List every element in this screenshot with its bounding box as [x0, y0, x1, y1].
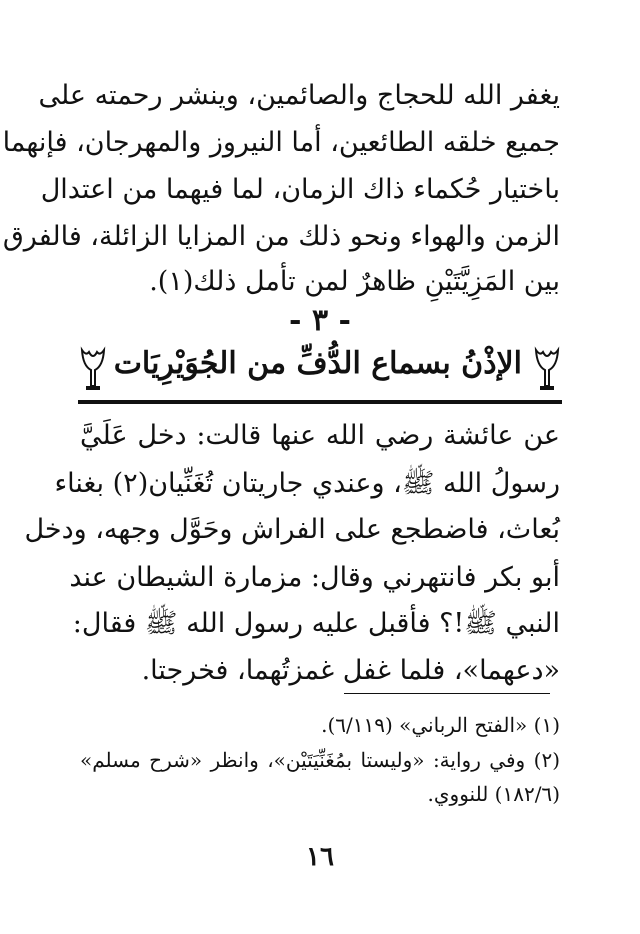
section-heading-box [78, 340, 562, 402]
text-line: «دعهما»، فلما غفل غمزتُهما، فخرجتا. [141, 655, 560, 686]
text-line: الزمن والهواء ونحو ذلك من المزايا الزائلة، فالفرق [2, 221, 560, 252]
text-line: يغفر الله للحجاج والصائمين، وينشر رحمته على [38, 80, 560, 111]
text-line: عن عائشة رضي الله عنها قالت: دخل عَلَيَّ [80, 420, 560, 451]
text-line: بُعاث، فاضطجع على الفراش وحَوَّل وجهه، ودخل [24, 514, 560, 545]
section-title: الإذْنُ بسماع الدُّفِّ من الجُوَيْرِيَات [113, 346, 522, 381]
page-number: ١٦ [306, 842, 334, 872]
text-line: رسولُ الله ﷺ، وعندي جاريتان تُغَنِّيان(٢) بغناء [54, 468, 560, 499]
footnote: (١) «الفتح الرباني» (٦/١١٩). [321, 713, 560, 737]
text-line: النبي ﷺ!؟ فأقبل عليه رسول الله ﷺ فقال: [72, 608, 560, 639]
tulip-ornament-icon [78, 346, 108, 392]
text-line: أبو بكر فانتهرني وقال: مزمارة الشيطان عند [69, 562, 560, 593]
heading-rule [78, 400, 562, 404]
text-line: بين المَزِيَّتَيْنِ ظاهرٌ لمن تأمل ذلك(١). [149, 266, 560, 297]
text-line: جميع خلقه الطائعين، أما النيروز والمهرجان، فإنهما [2, 127, 560, 158]
section-number: - ٣ - [289, 303, 351, 338]
footnote: (١٨٢/٦) للنووي. [427, 782, 560, 806]
tulip-ornament-icon [532, 346, 562, 392]
text-line: باختيار حُكماء ذاك الزمان، لما فيهما من اعتدال [40, 174, 560, 205]
footnote: (٢) وفي رواية: «وليستا بمُغَنِّيَتَيْن»، وانظر «شرح مسلم» [80, 748, 560, 772]
footnote-separator [344, 693, 550, 694]
